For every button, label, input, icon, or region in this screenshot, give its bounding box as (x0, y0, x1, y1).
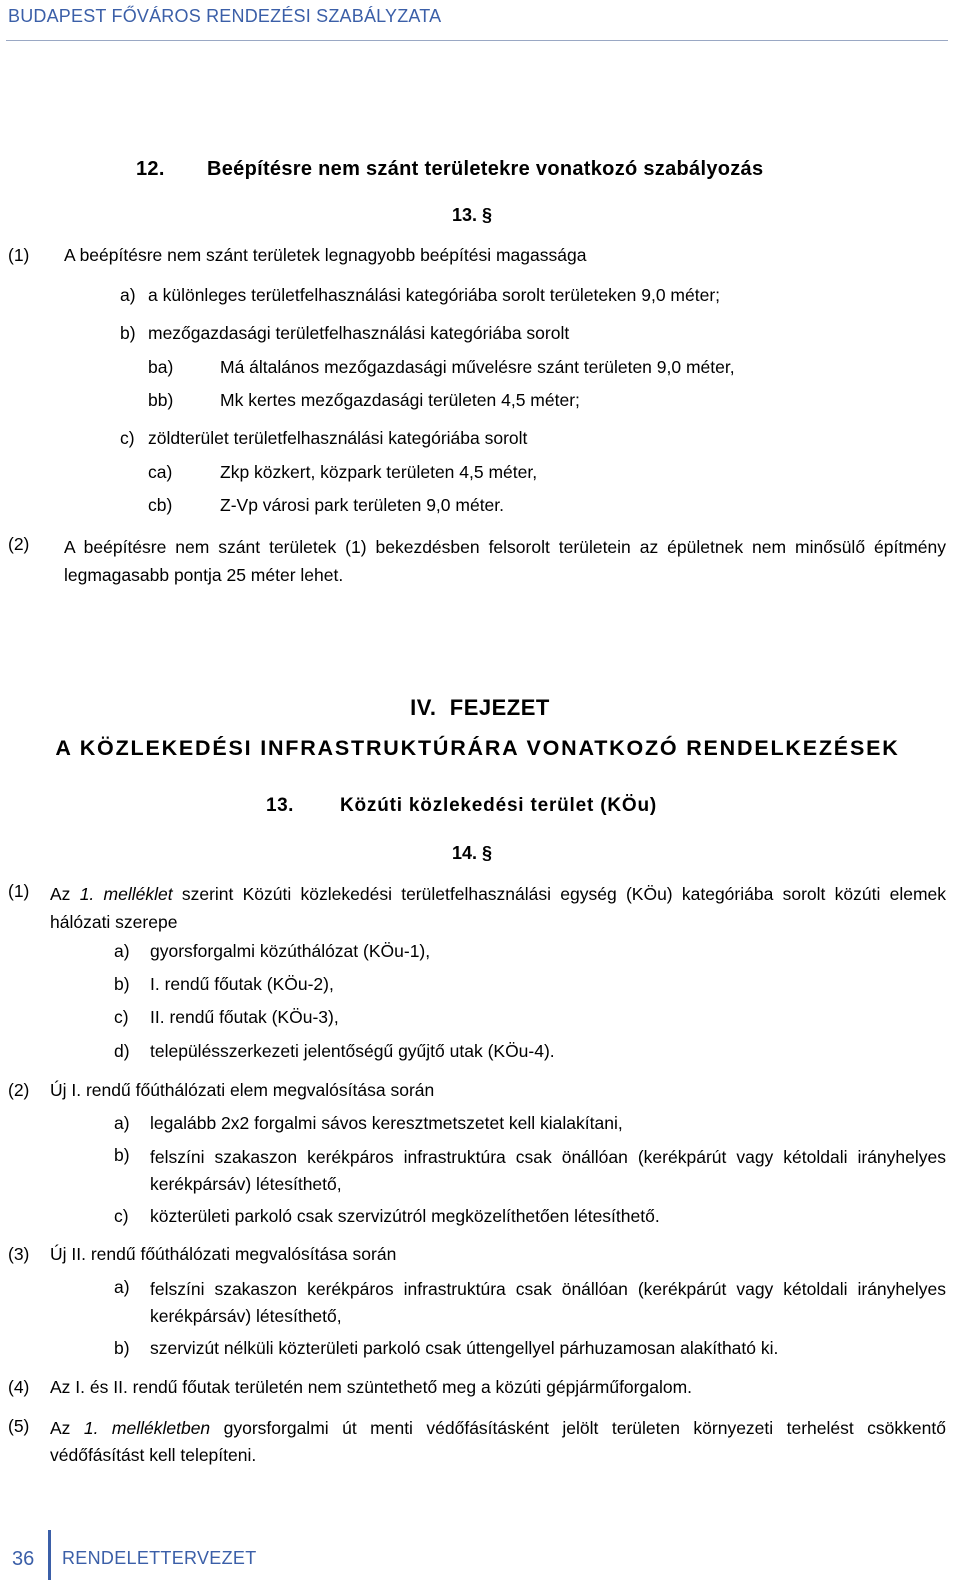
p14-point-5-pre: Az (50, 1418, 84, 1438)
section-12-number: 12. (136, 158, 165, 180)
item-ca-text: Zkp közkert, közpark területen 4,5 méter, (220, 462, 538, 482)
p14-point-2-number: (2) (8, 1080, 30, 1100)
p14-point-4-number: (4) (8, 1377, 30, 1397)
p14-2-item-b-text: felszíni szakaszon kerékpáros infrastruktúra csak önállóan (kerékpárút vagy kétoldali irányhelyes kerékpársáv) létesíthető, (150, 1147, 946, 1194)
p14-1-item-b-text: I. rendű főutak (KÖu-2), (150, 974, 334, 994)
item-cb-text: Z-Vp városi park területen 9,0 méter. (220, 495, 505, 515)
item-c-label: c) (120, 428, 135, 448)
section-13-title: Közúti közlekedési terület (KÖu) (340, 795, 657, 816)
chapter-word: FEJEZET (449, 695, 550, 720)
p14-1-item-d-label: d) (114, 1041, 130, 1061)
item-cb-label: cb) (148, 495, 173, 515)
chapter-number: IV. (410, 695, 437, 720)
footer-divider (48, 1530, 51, 1580)
annex-1-reference[interactable]: 1. melléklet (79, 884, 173, 904)
p14-2-item-b-label: b) (114, 1145, 130, 1165)
p14-point-5-number: (5) (8, 1416, 30, 1436)
header-divider (6, 40, 948, 41)
p14-point-1-number: (1) (8, 881, 30, 901)
p14-3-item-b-text: szervizút nélküli közterületi parkoló csak úttengellyel párhuzamosan alakítható ki. (150, 1338, 779, 1358)
document-header-title: BUDAPEST FŐVÁROS RENDEZÉSI SZABÁLYZATA (8, 6, 442, 26)
p14-1-item-b-label: b) (114, 974, 130, 994)
p14-3-item-a-label: a) (114, 1277, 130, 1297)
p14-1-item-c-text: II. rendű főutak (KÖu-3), (150, 1007, 339, 1027)
p14-1-item-d-text: településszerkezeti jelentőségű gyűjtő utak (KÖu-4). (150, 1041, 555, 1061)
item-bb-text: Mk kertes mezőgazdasági területen 4,5 méter; (220, 390, 580, 410)
p14-1-item-a-text: gyorsforgalmi közúthálózat (KÖu-1), (150, 941, 431, 961)
section-13-number: 13. (266, 795, 294, 816)
p14-point-1-post: szerint Közúti közlekedési területfelhasználási egység (KÖu) kategóriába sorolt közúti elemek hálózati szerepe (50, 884, 947, 932)
item-ba-text: Má általános mezőgazdasági művelésre szánt területen 9,0 méter, (220, 357, 735, 377)
paragraph-14-sign: 14. § (452, 843, 493, 863)
item-a-label: a) (120, 285, 136, 305)
chapter-title: A KÖZLEKEDÉSI INFRASTRUKTÚRÁRA VONATKOZÓ RENDELKEZÉSEK (55, 736, 900, 760)
p14-point-2-text: Új I. rendű főúthálózati elem megvalósítása során (50, 1080, 435, 1100)
p14-3-item-a-text: felszíni szakaszon kerékpáros infrastruktúra csak önállóan (kerékpárút vagy kétoldali irányhelyes kerékpársáv) létesíthető, (150, 1279, 946, 1326)
p14-point-5-text (50, 1415, 946, 1469)
footer-label: RENDELETTERVEZET (62, 1548, 257, 1568)
item-bb-label: bb) (148, 390, 174, 410)
item-a-text: a különleges területfelhasználási kategóriába sorolt területeken 9,0 méter; (148, 285, 721, 305)
p14-point-5-post: gyorsforgalmi út menti védőfásításként jelölt területen környezeti terhelést csökkentő védőfásítást kell telepíteni. (50, 1418, 946, 1465)
item-b-label: b) (120, 323, 136, 343)
p14-2-item-c-label: c) (114, 1206, 129, 1226)
p14-point-1-text (50, 880, 946, 936)
paragraph-13-sign: 13. § (452, 205, 493, 225)
p14-1-item-c-label: c) (114, 1007, 129, 1027)
p14-2-item-a-text: legalább 2x2 forgalmi sávos keresztmetszetet kell kialakítani, (150, 1113, 623, 1133)
item-b-text: mezőgazdasági területfelhasználási kategóriába sorolt (148, 323, 570, 343)
p14-1-item-a-label: a) (114, 941, 130, 961)
p14-3-item-b-label: b) (114, 1338, 130, 1358)
item-ca-label: ca) (148, 462, 173, 482)
p14-point-3-number: (3) (8, 1244, 30, 1264)
p14-point-4-text: Az I. és II. rendű főutak területén nem szüntethető meg a közúti gépjárműforgalom. (50, 1377, 693, 1397)
item-ba-label: ba) (148, 357, 174, 377)
point-1-number: (1) (8, 245, 30, 265)
point-1-text: A beépítésre nem szánt területek legnagyobb beépítési magassága (64, 245, 587, 265)
annex-1-reference-2[interactable]: 1. mellékletben (83, 1418, 211, 1438)
page-number: 36 (12, 1548, 35, 1570)
section-12-title: Beépítésre nem szánt területekre vonatkozó szabályozás (207, 158, 764, 180)
p14-2-item-a-label: a) (114, 1113, 130, 1133)
p14-point-3-text: Új II. rendű főúthálózati megvalósítása során (50, 1244, 397, 1264)
p14-point-1-pre: Az (50, 884, 80, 904)
item-c-text: zöldterület területfelhasználási kategóriába sorolt (148, 428, 528, 448)
point-2-text: A beépítésre nem szánt területek (1) bekezdésben felsorolt területein az épületnek nem minősülő építmény legmagasabb pontja 25 méter lehet. (64, 537, 946, 585)
point-2-number: (2) (8, 534, 30, 554)
chapter-heading (0, 697, 960, 719)
p14-2-item-c-text: közterületi parkoló csak szervizútról megközelíthetően létesíthető. (150, 1206, 660, 1226)
